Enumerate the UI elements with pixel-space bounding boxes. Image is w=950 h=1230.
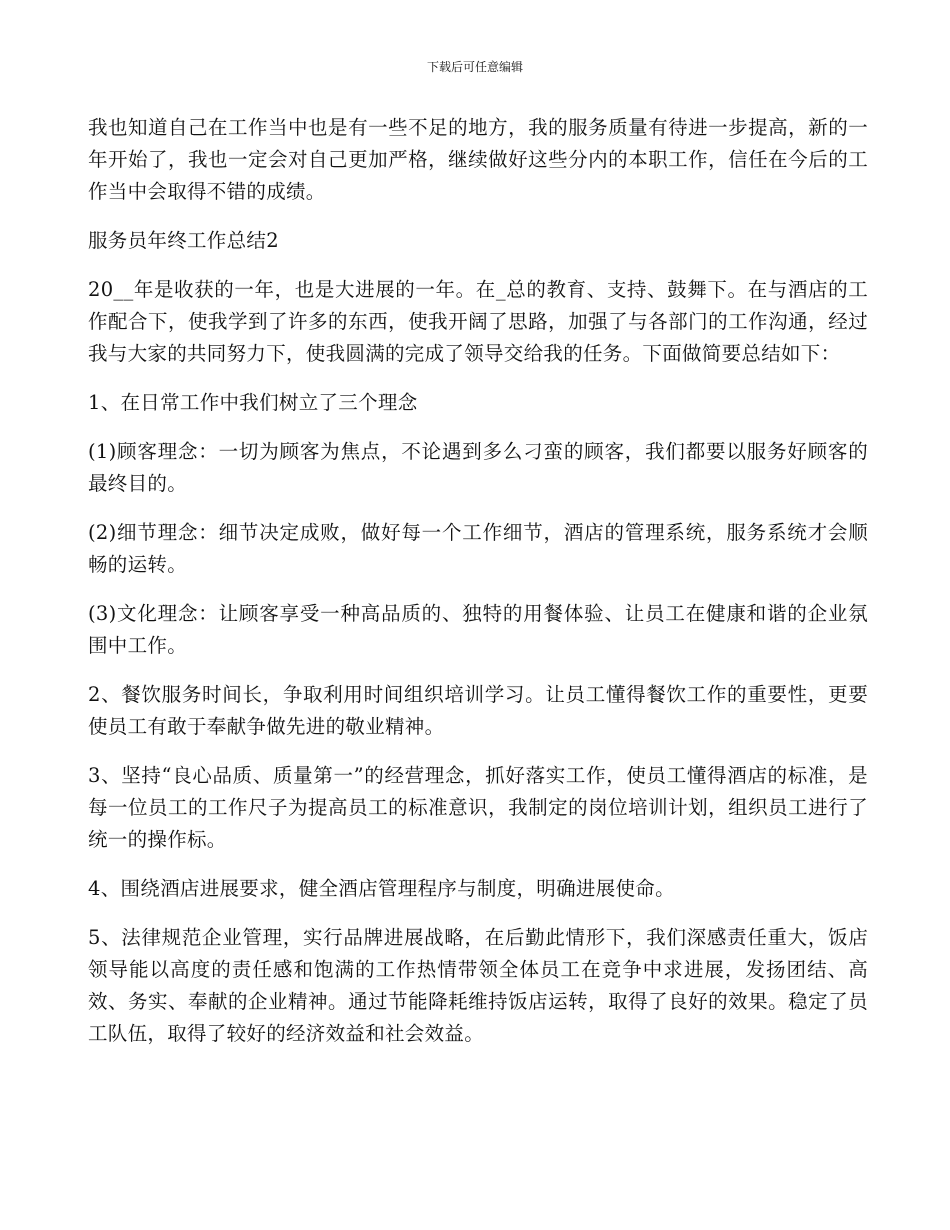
list-item-4: 4、围绕酒店进展要求，健全酒店管理程序与制度，明确进展使命。 [88, 877, 675, 900]
page-header-note: 下载后可任意编辑 [426, 60, 523, 74]
list-item-1: 1、在日常工作中我们树立了三个理念 [88, 391, 418, 414]
document-body [88, 112, 868, 1067]
paragraph-intro: 20__年是收获的一年，也是大进展的一年。在_总的教育、支持、鼓舞下。在与酒店的工作配合下，使我学到了许多的东西，使我开阔了思路，加强了与各部门的工作沟通，经过我与大家的共同努力下，使我圆满的完成了领导交给我的任务。下面做简要总结如下： [88, 278, 868, 365]
sub-item-culture-concept: (3)文化理念：让顾客享受一种高品质的、独特的用餐体验、让员工在健康和谐的企业氛围中工作。 [88, 602, 868, 657]
list-item-5: 5、法律规范企业管理，实行品牌进展战略，在后勤此情形下，我们深感责任重大，饭店领导能以高度的责任感和饱满的工作热情带领全体员工在竞争中求进展，发扬团结、高效、务实、奉献的企业精神。通过节能降耗维持饭店运转，取得了良好的效果。稳定了员工队伍，取得了较好的经济效益和社会效益。 [88, 926, 868, 1045]
list-item-2: 2、餐饮服务时间长，争取利用时间组织培训学习。让员工懂得餐饮工作的重要性，更要使员工有敢于奉献争做先进的敬业精神。 [88, 683, 868, 738]
sub-item-detail-concept: (2)细节理念：细节决定成败，做好每一个工作细节，酒店的管理系统，服务系统才会顺畅的运转。 [88, 521, 868, 576]
list-item-3: 3、坚持“良心品质、质量第一”的经营理念，抓好落实工作，使员工懂得酒店的标准，是每一位员工的工作尺子为提高员工的标准意识，我制定的岗位培训计划，组织员工进行了统一的操作标。 [88, 764, 868, 851]
paragraph-closing-remarks: 我也知道自己在工作当中也是有一些不足的地方，我的服务质量有待进一步提高，新的一年开始了，我也一定会对自己更加严格，继续做好这些分内的本职工作，信任在今后的工作当中会取得不错的成绩。 [88, 116, 868, 203]
section-title: 服务员年终工作总结2 [88, 229, 279, 252]
sub-item-customer-concept: (1)顾客理念：一切为顾客为焦点，不论遇到多么刁蛮的顾客，我们都要以服务好顾客的最终目的。 [88, 440, 868, 495]
